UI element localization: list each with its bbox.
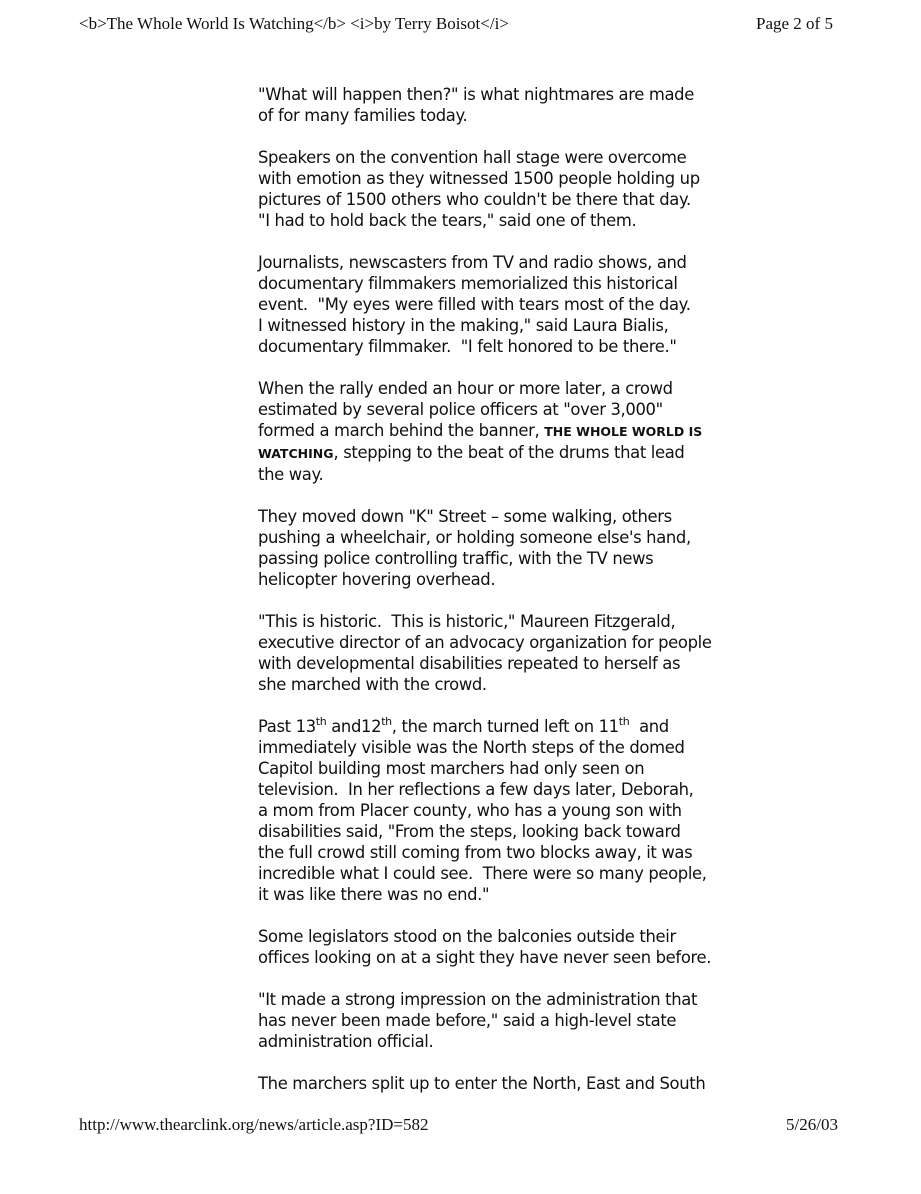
text-line — [258, 420, 738, 442]
text-line: "What will happen then?" is what nightmares are made — [258, 85, 694, 104]
text-line: documentary filmmaker. "I felt honored to be there." — [258, 337, 677, 356]
text-line: estimated by several police officers at "over 3,000" — [258, 400, 663, 419]
text-line: documentary filmmakers memorialized this historical — [258, 274, 678, 293]
ordinal-suffix: th — [381, 714, 392, 728]
text-line: Journalists, newscasters from TV and radio shows, and — [258, 253, 687, 272]
text-run: formed a march behind the banner, — [258, 421, 545, 440]
text-run: and — [629, 717, 669, 736]
paragraph-3 — [258, 252, 738, 357]
footer-date: 5/26/03 — [786, 1115, 838, 1134]
text-line: with emotion as they witnessed 1500 people holding up — [258, 169, 700, 188]
text-line: a mom from Placer county, who has a young son with — [258, 801, 682, 820]
text-line: pushing a wheelchair, or holding someone else's hand, — [258, 528, 691, 547]
text-line: The marchers split up to enter the North, East and South — [258, 1074, 706, 1093]
article-body — [258, 84, 738, 1115]
paragraph-7 — [258, 716, 738, 905]
header-title: <b>The Whole World Is Watching</b> <i>by Terry Boisot</i> — [79, 14, 509, 33]
text-line: has never been made before," said a high-level state — [258, 1011, 677, 1030]
text-line: "This is historic. This is historic," Maureen Fitzgerald, — [258, 612, 676, 631]
text-line: the way. — [258, 465, 324, 484]
text-run: Past 13 — [258, 717, 316, 736]
text-run: , stepping to the beat of the drums that lead — [333, 443, 685, 462]
text-line: with developmental disabilities repeated to herself as — [258, 654, 681, 673]
paragraph-10 — [258, 1073, 738, 1094]
paragraph-4 — [258, 378, 738, 485]
text-line: she marched with the crowd. — [258, 675, 487, 694]
text-line: When the rally ended an hour or more later, a crowd — [258, 379, 673, 398]
footer-url: http://www.thearclink.org/news/article.asp?ID=582 — [79, 1115, 429, 1134]
text-line: administration official. — [258, 1032, 434, 1051]
text-line: Capitol building most marchers had only seen on — [258, 759, 645, 778]
text-line: "It made a strong impression on the administration that — [258, 990, 698, 1009]
text-line: it was like there was no end." — [258, 885, 490, 904]
text-line: pictures of 1500 others who couldn't be there that day. — [258, 190, 691, 209]
text-line: Speakers on the convention hall stage were overcome — [258, 148, 687, 167]
paragraph-1 — [258, 84, 738, 126]
text-line: offices looking on at a sight they have never seen before. — [258, 948, 712, 967]
text-run: and12 — [326, 717, 382, 736]
paragraph-2 — [258, 147, 738, 231]
text-line: immediately visible was the North steps of the domed — [258, 738, 685, 757]
text-line: executive director of an advocacy organization for people — [258, 633, 712, 652]
ordinal-suffix: th — [618, 714, 630, 728]
paragraph-6 — [258, 611, 738, 695]
paragraph-7-rest — [258, 737, 738, 905]
text-line: disabilities said, "From the steps, looking back toward — [258, 822, 681, 841]
text-line: They moved down "K" Street – some walking, others — [258, 507, 672, 526]
text-run: , the march turned left on 11 — [391, 717, 619, 736]
text-line: the full crowd still coming from two blocks away, it was — [258, 843, 693, 862]
banner-text: WATCHING — [258, 446, 334, 461]
banner-text: THE WHOLE WORLD IS — [544, 424, 703, 439]
text-line: "I had to hold back the tears," said one of them. — [258, 211, 637, 230]
text-line — [258, 716, 738, 737]
text-line: incredible what I could see. There were so many people, — [258, 864, 707, 883]
text-line — [258, 442, 738, 464]
paragraph-5 — [258, 506, 738, 590]
text-line: helicopter hovering overhead. — [258, 570, 496, 589]
text-line: event. "My eyes were filled with tears most of the day. — [258, 295, 691, 314]
paragraph-9 — [258, 989, 738, 1052]
text-line: Some legislators stood on the balconies outside their — [258, 927, 676, 946]
ordinal-suffix: th — [315, 714, 327, 728]
text-line: I witnessed history in the making," said Laura Bialis, — [258, 316, 669, 335]
text-line: passing police controlling traffic, with the TV news — [258, 549, 654, 568]
text-line: television. In her reflections a few days later, Deborah, — [258, 780, 694, 799]
paragraph-8 — [258, 926, 738, 968]
page-number: Page 2 of 5 — [756, 14, 833, 33]
text-line: of for many families today. — [258, 106, 468, 125]
